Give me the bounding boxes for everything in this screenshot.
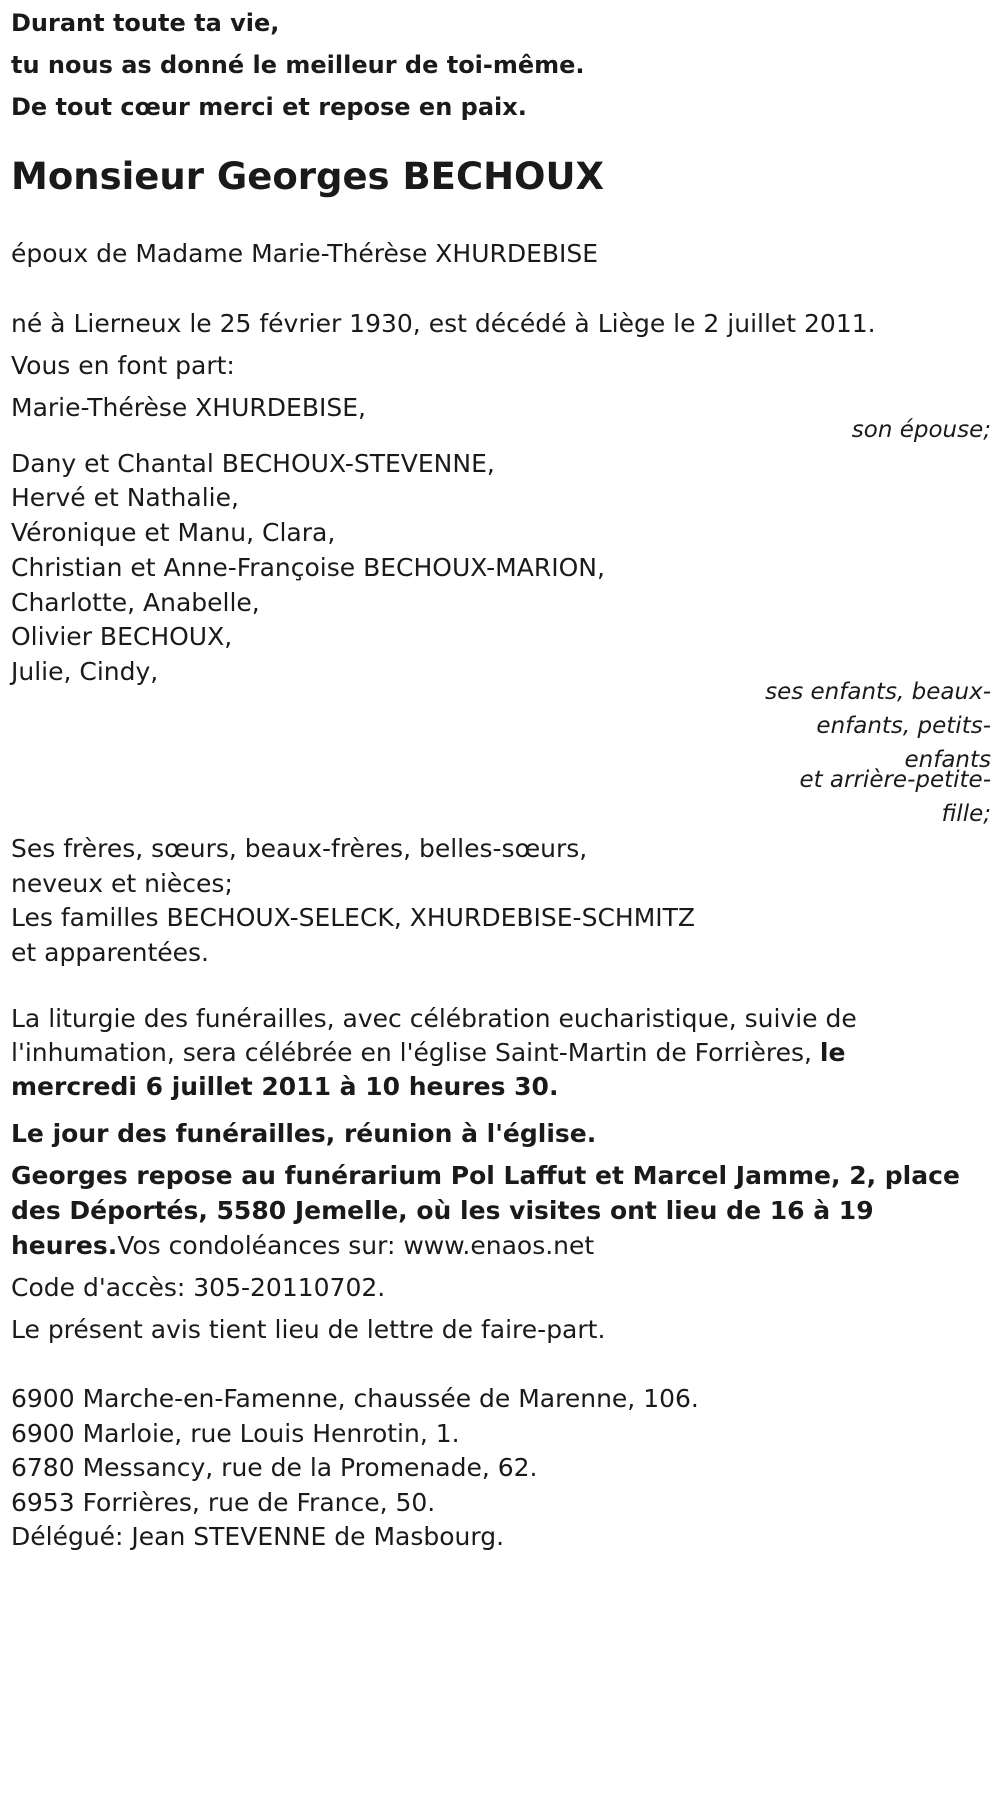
intro-line-3: De tout cœur merci et repose en paix. bbox=[11, 93, 527, 121]
child-line: Charlotte, Anabelle, bbox=[11, 588, 260, 617]
children-role-line: enfants, petits- bbox=[816, 713, 991, 739]
birth-death-line: né à Lierneux le 25 février 1930, est décédé à Liège le 2 juillet 2011. bbox=[11, 309, 876, 338]
meeting-line: Le jour des funérailles, réunion à l'église. bbox=[11, 1119, 597, 1148]
liturgy-paragraph bbox=[11, 1002, 931, 1104]
liturgy-text: La liturgie des funérailles, avec célébration eucharistique, suivie de l'inhumation, sera célébrée en l'église Saint-Martin de Forrières, bbox=[11, 1004, 857, 1067]
family-line: Ses frères, sœurs, beaux-frères, belles-sœurs, bbox=[11, 834, 588, 863]
children-role-line: fille; bbox=[941, 801, 991, 827]
address-line: Délégué: Jean STEVENNE de Masbourg. bbox=[11, 1522, 505, 1551]
liturgy-date: le mercredi 6 juillet 2011 à 10 heures 30. bbox=[11, 1038, 846, 1101]
family-line: neveux et nièces; bbox=[11, 869, 233, 898]
address-line: 6900 Marche-en-Famenne, chaussée de Marenne, 106. bbox=[11, 1384, 699, 1413]
intro-line-2: tu nous as donné le meilleur de toi-même. bbox=[11, 51, 585, 79]
address-line: 6780 Messancy, rue de la Promenade, 62. bbox=[11, 1453, 538, 1482]
access-code: Code d'accès: 305-20110702. bbox=[11, 1273, 386, 1302]
intro-line-1: Durant toute ta vie, bbox=[11, 9, 280, 37]
page-title: Monsieur Georges BECHOUX bbox=[11, 155, 605, 198]
child-line: Véronique et Manu, Clara, bbox=[11, 518, 336, 547]
family-line: et apparentées. bbox=[11, 938, 209, 967]
child-line: Julie, Cindy, bbox=[11, 657, 159, 686]
notice-line: Le présent avis tient lieu de lettre de faire-part. bbox=[11, 1315, 606, 1344]
child-line: Christian et Anne-Françoise BECHOUX-MARION, bbox=[11, 553, 605, 582]
address-line: 6953 Forrières, rue de France, 50. bbox=[11, 1488, 436, 1517]
visits-text: Georges repose au funérarium Pol Laffut et Marcel Jamme, 2, place des Déportés, 5580 Jemelle, où les visites ont lieu de 16 à 19 heures. bbox=[11, 1161, 960, 1260]
spouse-line: époux de Madame Marie-Thérèse XHURDEBISE bbox=[11, 239, 599, 268]
children-role-line: et arrière-petite- bbox=[799, 767, 991, 793]
wife-role: son épouse; bbox=[851, 417, 991, 443]
children-role-line: ses enfants, beaux- bbox=[765, 679, 991, 705]
children-role-line: enfants bbox=[904, 747, 991, 773]
family-line: Les familles BECHOUX-SELECK, XHURDEBISE-SCHMITZ bbox=[11, 903, 696, 932]
address-line: 6900 Marloie, rue Louis Henrotin, 1. bbox=[11, 1419, 460, 1448]
visits-paragraph bbox=[11, 1158, 966, 1263]
announce-line: Vous en font part: bbox=[11, 351, 235, 380]
child-line: Olivier BECHOUX, bbox=[11, 622, 233, 651]
child-line: Hervé et Nathalie, bbox=[11, 483, 239, 512]
child-line: Dany et Chantal BECHOUX-STEVENNE, bbox=[11, 449, 495, 478]
condolences-text: Vos condoléances sur: www.enaos.net bbox=[117, 1231, 595, 1260]
wife-name: Marie-Thérèse XHURDEBISE, bbox=[11, 393, 366, 422]
